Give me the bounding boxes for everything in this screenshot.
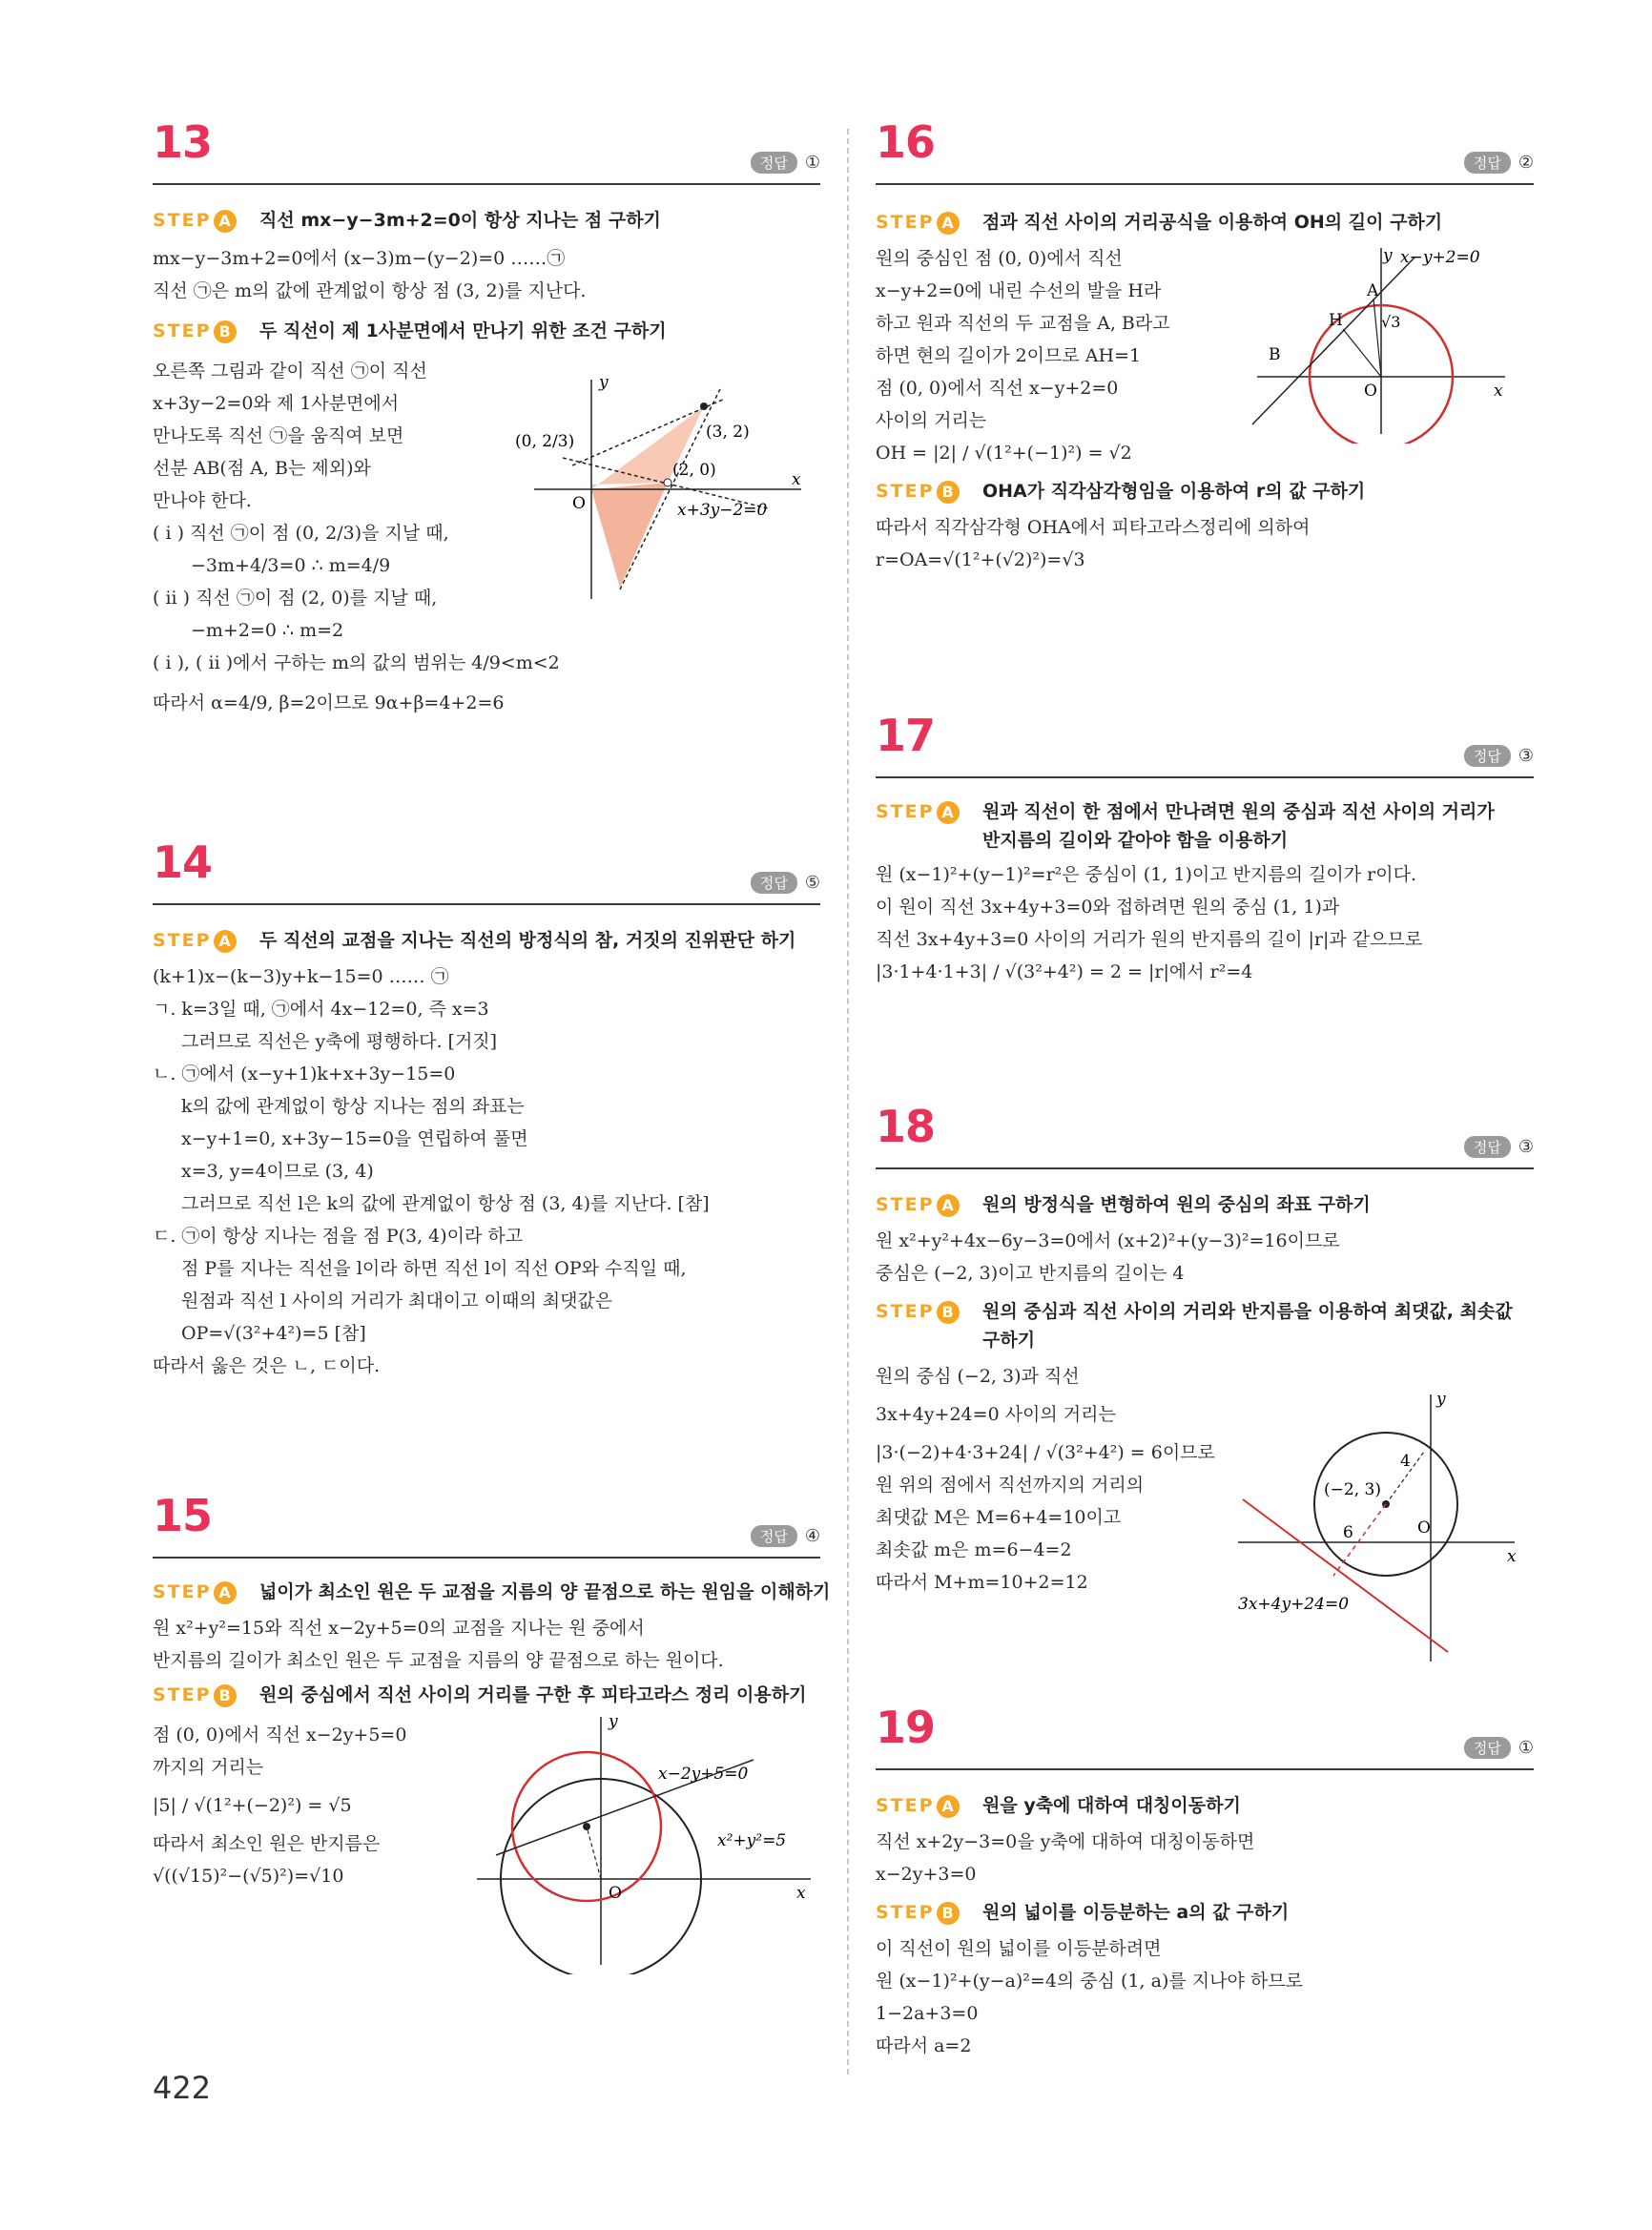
text-line: 원 위의 점에서 직선까지의 거리의 (876, 1475, 1145, 1496)
problem-header (153, 114, 820, 185)
answer-value: ② (1518, 153, 1534, 173)
answer-badge: 정답 (751, 872, 797, 894)
point-label: (2, 0) (672, 461, 716, 480)
problem-header (153, 835, 820, 905)
text-line: 따라서 최소인 원은 반지름은 (153, 1833, 381, 1854)
answer-value: ① (804, 153, 820, 173)
y-axis-label: y (1436, 1390, 1446, 1409)
step-tag: STEP B (153, 317, 237, 345)
problem-header (876, 1700, 1534, 1770)
text-line: 원 (x−1)²+(y−a)²=4의 중심 (1, a)를 지나야 하므로 (876, 1971, 1303, 1992)
text-line: |3·(−2)+4·3+24| / √(3²+4²) = 6이므로 (876, 1442, 1215, 1463)
y-axis-label: y (599, 373, 609, 392)
step-title: 원의 방정식을 변형하여 원의 중심의 좌표 구하기 (982, 1194, 1371, 1215)
text-line: ㄱ. k=3일 때, ㉠에서 4x−12=0, 즉 x=3 (153, 999, 489, 1020)
problem-header (153, 1488, 820, 1559)
column-divider (847, 129, 849, 2075)
text-line: 원의 중심 (−2, 3)과 직선 (876, 1366, 1080, 1387)
step-tag: STEP B (153, 1681, 237, 1709)
graph-15 (467, 1707, 830, 1974)
x-axis-label: x (792, 470, 801, 489)
text-line: 따라서 옳은 것은 ㄴ, ㄷ이다. (153, 1355, 381, 1376)
text-line: x−y+2=0에 내린 수선의 발을 H라 (876, 280, 1162, 301)
text-line: ( i ), ( ii )에서 구하는 m의 값의 범위는 4/9<m<2 (153, 652, 560, 673)
answer-label (1464, 1136, 1534, 1158)
text-line: x+3y−2=0와 제 1사분면에서 (153, 393, 400, 414)
text-line: 하고 원과 직선의 두 교점을 A, B라고 (876, 313, 1170, 334)
step-tag: STEP B (876, 1898, 960, 1927)
text-line: 따라서 α=4/9, β=2이므로 9α+β=4+2=6 (153, 692, 505, 713)
text-line: √((√15)²−(√5)²)=√10 (153, 1866, 344, 1887)
text-line: 직선 ㉠은 m의 값에 관계없이 항상 점 (3, 2)를 지난다. (153, 280, 587, 301)
text-line: 만나도록 직선 ㉠을 움직여 보면 (153, 425, 404, 446)
step-b-heading (153, 317, 820, 345)
radius-label: 4 (1400, 1452, 1411, 1471)
step-title: 원의 넓이를 이등분하는 a의 값 구하기 (982, 1902, 1290, 1923)
circle-label: x²+y²=5 (717, 1831, 787, 1850)
point-label: (0, 2/3) (515, 432, 575, 451)
point-a-label: A (1367, 281, 1379, 300)
problem-14 (153, 835, 820, 1382)
step-tag: STEP B (876, 1297, 960, 1326)
answer-label (1464, 745, 1534, 767)
step-title: 점과 직선 사이의 거리공식을 이용하여 OH의 길이 구하기 (982, 212, 1443, 233)
step-tag: STEP B (876, 477, 960, 506)
answer-value: ⑤ (804, 873, 820, 893)
problem-number: 17 (876, 710, 936, 761)
text-line: 원 x²+y²=15와 직선 x−2y+5=0의 교점을 지나는 원 중에서 (153, 1618, 645, 1639)
problem-13 (153, 114, 820, 719)
answer-badge: 정답 (1464, 152, 1511, 174)
problem-15 (153, 1488, 831, 1903)
text-line: 그러므로 직선은 y축에 평행하다. [거짓] (181, 1031, 498, 1052)
text-line: ㄷ. ㉠이 항상 지나는 점을 점 P(3, 4)이라 하고 (153, 1226, 524, 1247)
text-line: x=3, y=4이므로 (3, 4) (181, 1161, 374, 1182)
step-tag: STEP A (876, 1791, 960, 1820)
step-a-heading (876, 1791, 1534, 1820)
step-tag: STEP A (153, 926, 237, 955)
step-title: 넓이가 최소인 원은 두 교점을 지름의 양 끝점으로 하는 원임을 이해하기 (259, 1581, 831, 1602)
text-line: 3x+4y+24=0 사이의 거리는 (876, 1404, 1116, 1425)
text-line: 그러므로 직선 l은 k의 값에 관계없이 항상 점 (3, 4)를 지난다. [참] (181, 1193, 710, 1214)
answer-value: ① (1518, 1738, 1534, 1758)
x-axis-label: x (1494, 382, 1503, 401)
answer-label (1464, 1737, 1534, 1759)
graph-16 (1248, 243, 1534, 444)
text-line: 점 P를 지나는 직선을 l이라 하면 직선 l이 직선 OP와 수직일 때, (181, 1258, 687, 1279)
text-line: 원의 중심인 점 (0, 0)에서 직선 (876, 248, 1123, 269)
problem-number: 16 (876, 116, 936, 168)
text-line: 선분 AB(점 A, B는 제외)와 (153, 458, 371, 479)
step-title: OHA가 직각삼각형임을 이용하여 r의 값 구하기 (982, 481, 1366, 502)
text-line: x−y+1=0, x+3y−15=0을 연립하여 풀면 (181, 1128, 528, 1149)
line-label: x−2y+5=0 (658, 1765, 749, 1784)
y-axis-label: y (609, 1712, 618, 1731)
text-line: 최댓값 M은 M=6+4=10이고 (876, 1507, 1122, 1528)
problem-header (876, 708, 1534, 778)
text-line: 따라서 직각삼각형 OHA에서 피타고라스정리에 의하여 (876, 517, 1311, 538)
problem-17 (876, 708, 1534, 988)
text-line: ( i ) 직선 ㉠이 점 (0, 2/3)을 지날 때, (153, 523, 449, 544)
text-line: r=OA=√(1²+(√2)²)=√3 (876, 549, 1085, 570)
step-b-heading (876, 1898, 1534, 1927)
step-b-heading (876, 477, 1534, 506)
text-line: |3·1+4·1+3| / √(3²+4²) = 2 = |r|에서 r²=4 (876, 961, 1253, 982)
step-b-heading (153, 1681, 832, 1709)
step-b-heading (876, 1297, 1517, 1354)
point-h-label: H (1329, 311, 1343, 330)
text-line: (k+1)x−(k−3)y+k−15=0 …… ㉠ (153, 966, 449, 987)
answer-label (1464, 152, 1534, 174)
step-tag: STEP A (153, 206, 237, 235)
origin-label: O (572, 494, 586, 513)
text-line: ( ii ) 직선 ㉠이 점 (2, 0)를 지날 때, (153, 588, 438, 609)
answer-value: ③ (1518, 1137, 1534, 1157)
problem-header (876, 1099, 1534, 1169)
text-line: ㄴ. ㉠에서 (x−y+1)k+x+3y−15=0 (153, 1063, 456, 1084)
text-line: x−2y+3=0 (876, 1864, 977, 1885)
answer-badge: 정답 (1464, 1136, 1511, 1158)
step-title: 원의 중심과 직선 사이의 거리와 반지름을 이용하여 최댓값, 최솟값 구하기 (982, 1301, 1513, 1351)
step-a-heading (153, 206, 820, 235)
step-title: 원의 중심에서 직선 사이의 거리를 구한 후 피타고라스 정리 이용하기 (259, 1684, 807, 1705)
step-title: 직선 mx−y−3m+2=0이 항상 지나는 점 구하기 (259, 210, 661, 231)
problem-18 (876, 1099, 1534, 1614)
text-line: |5| / √(1²+(−2)²) = √5 (153, 1795, 352, 1816)
problem-16 (876, 114, 1534, 576)
answer-badge: 정답 (1464, 1737, 1511, 1759)
problem-19 (876, 1700, 1534, 2062)
point-b-label: B (1269, 345, 1281, 364)
text-line: 따라서 a=2 (876, 2035, 972, 2056)
y-axis-label: y (1383, 246, 1393, 265)
answer-badge: 정답 (751, 1525, 797, 1547)
answer-label (751, 152, 820, 174)
answer-badge: 정답 (751, 152, 797, 174)
line-label: x+3y−2=0 (677, 501, 768, 520)
problem-number: 14 (153, 836, 213, 888)
problem-header (876, 114, 1534, 185)
answer-value: ③ (1518, 746, 1534, 766)
step-a-heading (876, 797, 1517, 855)
text-line: OH = |2| / √(1²+(−1)²) = √2 (876, 443, 1132, 464)
answer-label (751, 1525, 820, 1547)
step-a-heading (153, 926, 832, 955)
step-title: 원을 y축에 대하여 대칭이동하기 (982, 1795, 1241, 1816)
page-number: 422 (153, 2070, 212, 2106)
origin-label: O (609, 1884, 622, 1903)
step-a-heading (876, 1190, 1534, 1219)
text-line: 원점과 직선 l 사이의 거리가 최대이고 이때의 최댓값은 (181, 1291, 613, 1311)
center-label: (−2, 3) (1324, 1480, 1381, 1499)
text-line: 까지의 거리는 (153, 1757, 264, 1778)
graph-13 (515, 370, 820, 609)
text-line: 원 (x−1)²+(y−1)²=r²은 중심이 (1, 1)이고 반지름의 길이가 r이다. (876, 864, 1416, 885)
text-line: 만나야 한다. (153, 490, 252, 511)
x-axis-label: x (1507, 1547, 1517, 1566)
step-title: 두 직선이 제 1사분면에서 만나기 위한 조건 구하기 (259, 320, 667, 341)
text-line: 직선 3x+4y+3=0 사이의 거리가 원의 반지름의 길이 |r|과 같으므로 (876, 929, 1423, 950)
text-line: 점 (0, 0)에서 직선 x−y+2=0 (876, 378, 1119, 399)
text-line: 사이의 거리는 (876, 410, 987, 431)
text-line: 반지름의 길이가 최소인 원은 두 교점을 지름의 양 끝점으로 하는 원이다. (153, 1650, 724, 1671)
x-axis-label: x (796, 1884, 806, 1903)
origin-label: O (1364, 382, 1377, 401)
step-title: 원과 직선이 한 점에서 만나려면 원의 중심과 직선 사이의 거리가 반지름의 길이와 같아야 함을 이용하기 (982, 801, 1495, 851)
step-tag: STEP A (876, 1190, 960, 1219)
text-line: k의 값에 관계없이 항상 지나는 점의 좌표는 (181, 1096, 525, 1117)
problem-number: 18 (876, 1101, 936, 1152)
text-line: 직선 x+2y−3=0을 y축에 대하여 대칭이동하면 (876, 1831, 1255, 1852)
step-a-heading (153, 1578, 832, 1606)
text-line: 이 원이 직선 3x+4y+3=0와 접하려면 원의 중심 (1, 1)과 (876, 897, 1340, 918)
distance-label: 6 (1343, 1523, 1353, 1542)
line-label: 3x+4y+24=0 (1238, 1595, 1350, 1614)
answer-badge: 정답 (1464, 745, 1511, 767)
line-label: x−y+2=0 (1400, 248, 1480, 267)
text-line: −3m+4/3=0 ∴ m=4/9 (191, 555, 391, 576)
answer-value: ④ (804, 1526, 820, 1546)
step-a-heading (876, 208, 1534, 237)
step-tag: STEP A (153, 1578, 237, 1606)
text-line: 1−2a+3=0 (876, 2003, 979, 2024)
origin-label: O (1417, 1518, 1431, 1538)
step-title: 두 직선의 교점을 지나는 직선의 방정식의 참, 거짓의 진위판단 하기 (259, 930, 796, 951)
text-line: 중심은 (−2, 3)이고 반지름의 길이는 4 (876, 1263, 1185, 1284)
text-line: mx−y−3m+2=0에서 (x−3)m−(y−2)=0 ……㉠ (153, 248, 566, 269)
text-line: 하면 현의 길이가 2이므로 AH=1 (876, 345, 1142, 366)
problem-number: 13 (153, 116, 213, 168)
text-line: 오른쪽 그림과 같이 직선 ㉠이 직선 (153, 361, 427, 382)
text-line: 이 직선이 원의 넓이를 이등분하려면 (876, 1938, 1162, 1959)
text-line: OP=√(3²+4²)=5 [참] (181, 1323, 366, 1344)
text-line: 원 x²+y²+4x−6y−3=0에서 (x+2)²+(y−3)²=16이므로 (876, 1230, 1340, 1251)
text-line: −m+2=0 ∴ m=2 (191, 620, 344, 641)
answer-label (751, 872, 820, 894)
text-line: 최솟값 m은 m=6−4=2 (876, 1539, 1072, 1560)
step-tag: STEP A (876, 208, 960, 237)
problem-number: 15 (153, 1490, 213, 1541)
step-tag: STEP A (876, 797, 960, 826)
point-label: (3, 2) (706, 423, 750, 442)
radius-label: √3 (1381, 313, 1401, 331)
graph-18 (1229, 1385, 1534, 1671)
text-line: 따라서 M+m=10+2=12 (876, 1572, 1088, 1593)
text-line: 점 (0, 0)에서 직선 x−2y+5=0 (153, 1724, 407, 1745)
problem-number: 19 (876, 1702, 936, 1753)
